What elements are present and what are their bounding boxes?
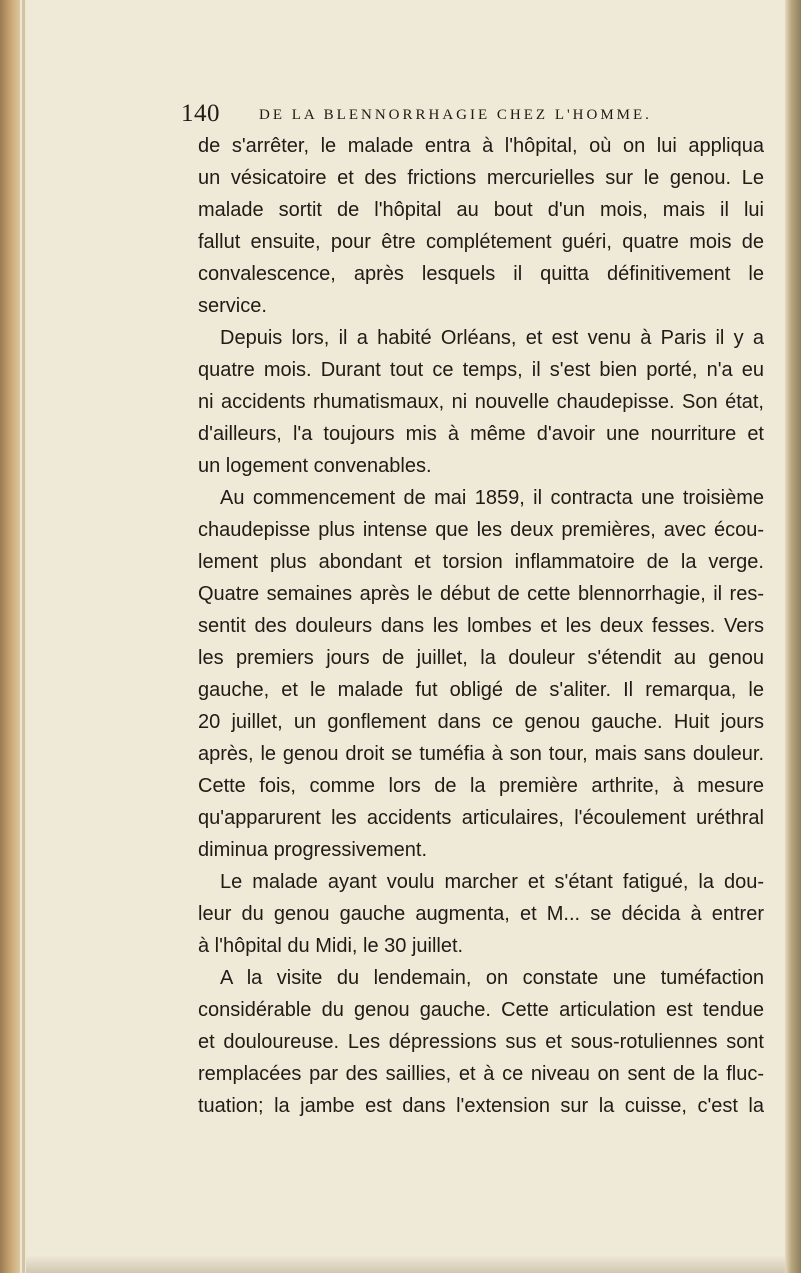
text-line: à l'hôpital du Midi, le 30 juillet. [198, 935, 464, 957]
text-line: 20 juillet, un gonflement dans ce genou gauche. Huit jours [198, 711, 764, 733]
text-line: considérable du genou gauche. Cette articulation est tendue [198, 999, 764, 1021]
text-line: Cette fois, comme lors de la première arthrite, à mesure [198, 775, 764, 797]
text-line: d'ailleurs, l'a toujours mis à même d'avoir une nourriture et [198, 423, 764, 445]
text-line: gauche, et le malade fut obligé de s'aliter. Il remarqua, le [198, 679, 764, 701]
text-line: Depuis lors, il a habité Orléans, et est venu à Paris il y a [220, 327, 764, 349]
text-line: tuation; la jambe est dans l'extension sur la cuisse, c'est la [198, 1095, 764, 1117]
gutter-line [22, 0, 25, 1273]
running-head: DE LA BLENNORRHAGIE CHEZ L'HOMME. [259, 107, 652, 123]
text-line: lement plus abondant et torsion inflammatoire de la verge. [198, 551, 764, 573]
text-line: leur du genou gauche augmenta, et M... se décida à entrer [198, 903, 764, 925]
text-line: chaudepisse plus intense que les deux premières, avec écou- [198, 519, 764, 541]
text-line: service. [198, 295, 267, 317]
text-line: Au commencement de mai 1859, il contracta une troisième [220, 487, 764, 509]
page-number: 140 [181, 100, 220, 127]
text-line: remplacées par des saillies, et à ce niveau on sent de la fluc- [198, 1063, 764, 1085]
body-text [198, 130, 764, 1122]
page-header [181, 100, 761, 128]
text-line: ni accidents rhumatismaux, ni nouvelle chaudepisse. Son état, [198, 391, 764, 413]
binding-gutter [0, 0, 20, 1273]
text-line: fallut ensuite, pour être complétement guéri, quatre mois de [198, 231, 764, 253]
text-line: un logement convenables. [198, 455, 432, 477]
text-line: convalescence, après lesquels il quitta définitivement le [198, 263, 764, 285]
text-line: et douloureuse. Les dépressions sus et sous-rotuliennes sont [198, 1031, 764, 1053]
text-line: A la visite du lendemain, on constate une tuméfaction [220, 967, 764, 989]
text-line: qu'apparurent les accidents articulaires, l'écoulement uréthral [198, 807, 764, 829]
text-line: malade sortit de l'hôpital au bout d'un mois, mais il lui [198, 199, 764, 221]
text-line: quatre mois. Durant tout ce temps, il s'est bien porté, n'a eu [198, 359, 764, 381]
text-line: un vésicatoire et des frictions mercurielles sur le genou. Le [198, 167, 764, 189]
page-edge [785, 0, 801, 1273]
text-line: de s'arrêter, le malade entra à l'hôpital, où on lui appliqua [198, 135, 764, 157]
text-line: les premiers jours de juillet, la douleur s'étendit au genou [198, 647, 764, 669]
text-line: sentit des douleurs dans les lombes et les deux fesses. Vers [198, 615, 764, 637]
text-line: Quatre semaines après le début de cette blennorrhagie, il res- [198, 583, 764, 605]
bottom-shadow [26, 1255, 785, 1273]
text-line: après, le genou droit se tuméfia à son tour, mais sans douleur. [198, 743, 764, 765]
text-line: diminua progressivement. [198, 839, 427, 861]
text-line: Le malade ayant voulu marcher et s'étant fatigué, la dou- [220, 871, 764, 893]
